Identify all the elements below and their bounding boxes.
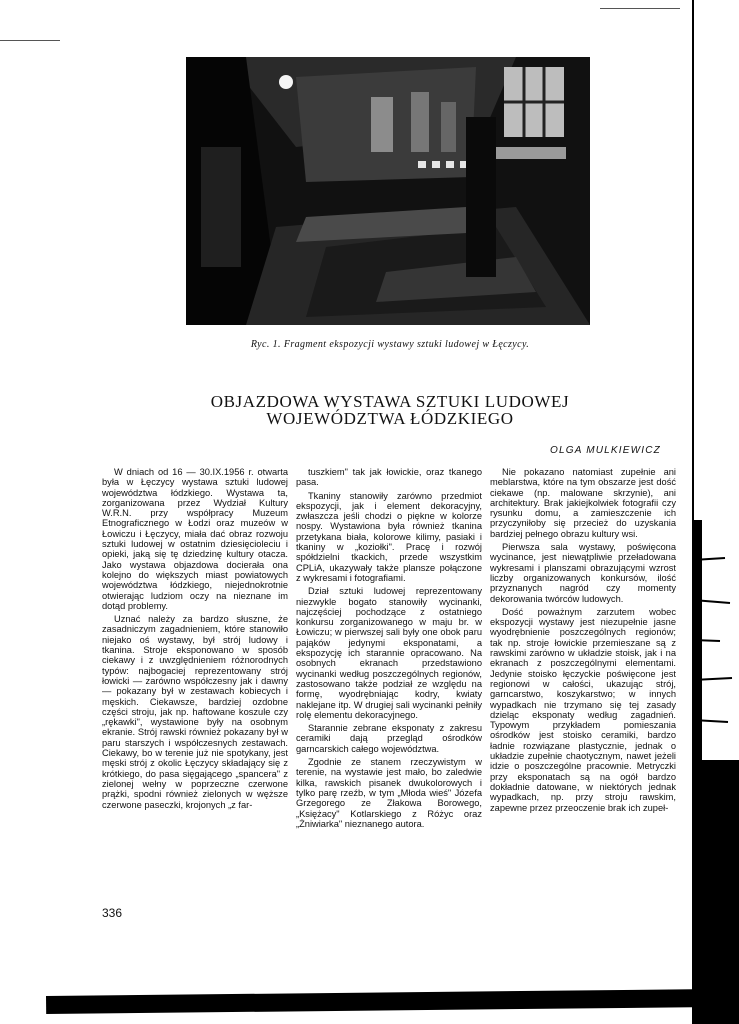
paragraph: Dział sztuki ludowej reprezentowany niezwykle bogato stanowiły wycinanki, najczęściej pochodzące z ostatniego konkursu zorganizowanego w maju br. w Łowiczu; w pierwszej sali były one obok paru pająków jedynymi eksponatami, a ekspozycję ich starannie opracowano. Na osobnych ekranach przedstawiono wycinanki według poszczególnych regionów, zastosowano także podział ze względu na formę, wyodrębniając kodry, kwiaty naklejane itp. W drugiej sali wycinanki pełniły rolę elementu dekoracyjnego. xyxy=(296,586,482,720)
exhibition-photo xyxy=(186,57,590,325)
scan-artifact-line xyxy=(600,8,680,9)
paragraph: Tkaniny stanowiły zarówno przedmiot ekspozycji, jak i element dekoracyjny, zwłaszcza jeśli chodzi o piękne w kolorze nospy. Wystawiona była również tkanina przetykana biała, kolorowe kilimy, pasiaki i tkaniny w „koziołki". Pracę i rozwój spółdzielni tkackich, przede wszystkim CPLiA, ukazywały także plansze połączone z wykresami i fotografiami. xyxy=(296,490,482,583)
scan-bottom-edge xyxy=(46,989,739,1014)
figure-caption: Ryc. 1. Fragment ekspozycji wystawy sztuki ludowej w Łęczycy. xyxy=(250,339,530,350)
paragraph: Pierwsza sala wystawy, poświęcona wycinance, jest niewątpliwie przeładowana wykresami i planszami obrazującymi wzrost liczby organizowanych konkursów, ilość przyznanych nagród czy momenty dekorowania twórców ludowych. xyxy=(490,542,676,604)
article-title-line-2: WOJEWÓDZTWA ŁÓDZKIEGO xyxy=(266,409,514,428)
text-column-3 xyxy=(490,467,676,813)
text-column-1 xyxy=(102,467,288,810)
paragraph: Uznać należy za bardzo słuszne, że zasadniczym zagadnieniem, które stanowiło niejako oś wystawy, był strój ludowy i tkanina. Stroje eksponowano w sposób ciekawy i z uwzględnieniem różnorodnych typów: najbogaciej reprezentowany strój łowicki — zarówno współczesny jak i dawny — pokazany był w zestawach kobiecych i męskich. Ciekawsze, bardziej ozdobne części stroju, jak np. haftowane koszule czy „rękawki", wystawione były na osobnym ekranie. Strój rawski również pokazany był w paru starszych i współczesnych zestawach. Ciekawy, bo w terenie już nie spotykany, jest męski strój z okolic Łęczycy składający się z krótkiego, do pasa sięgającego „spancera" z zielonej wełny w poprzeczne czerwone prążki, spodni również zielonych w węższe czerwone paseczki, krojonych „z far- xyxy=(102,614,288,810)
paragraph: Starannie zebrane eksponaty z zakresu ceramiki dają przegląd ośrodków garncarskich całego województwa. xyxy=(296,723,482,754)
paragraph: Nie pokazano natomiast zupełnie ani meblarstwa, które na tym obszarze jest dość ciekawe (np. malowane skrzynie), ani architektury. Brak jakiejkolwiek fotografii czy rysunku domu, a zamieszczenie ich przyczyniłoby się przecież do uzyskania bardziej pełnego obrazu kultury wsi. xyxy=(490,467,676,539)
scan-artifact-line xyxy=(0,40,60,41)
paragraph: Zgodnie ze stanem rzeczywistym w terenie, na wystawie jest mało, bo zaledwie kilka, rawskich pisanek dwukolorowych i tylko parę rzeźb, w tym „Młoda wieś" Józefa Grzegorego ze Złakowa Borowego, „Księżacy" Kotlarskiego z Różyc oraz „Żniwiarka" nieznanego autora. xyxy=(296,757,482,829)
paragraph: tuszkiem" tak jak łowickie, oraz tkanego pasa. xyxy=(296,467,482,488)
page-binding-edge xyxy=(690,0,739,1024)
page-number: 336 xyxy=(102,906,123,920)
article-author: OLGA MULKIEWICZ xyxy=(550,445,661,456)
paragraph: W dniach od 16 — 30.IX.1956 r. otwarta była w Łęczycy wystawa sztuki ludowej województwa łódzkiego. Wystawa ta, zorganizowana przez Wydział Kultury W.R.N. przy współpracy Muzeum Etnograficznego w Łodzi oraz muzeów w Łowiczu i Łęczycy, miała dać obraz rozwoju sztuki ludowej w ostatnim dziesięcioleciu i opieki, jaką się tę dziedzinę kultury otacza. Jako wystawa objazdowa docierała ona kolejno do większych miast powiatowych województwa łódzkiego, niejednokrotnie otwierając ludziom oczy na nieznane im dotąd problemy. xyxy=(102,467,288,611)
text-column-2 xyxy=(296,467,482,829)
article-title-line-1: OBJAZDOWA WYSTAWA SZTUKI LUDOWEJ xyxy=(210,392,570,411)
article-title xyxy=(120,393,660,427)
exhibition-photo-drawing xyxy=(186,57,590,325)
paragraph: Dość poważnym zarzutem wobec ekspozycji wystawy jest niezupełnie jasne wyodrębnienie poszczególnych regionów; tak np. stroje łowickie przemieszane są z rawskimi zarówno w układzie stoisk, jak i na ekranach z poszczególnymi elementami. Jedynie stoisko łęczyckie poświęcone jest regionowi w całości, ukazując strój, garncarstwo, koszykarstwo; w innych wypadkach nie trzymano się tej zasady dzieląc eksponaty według zagadnień. Typowym przykładem pomieszania ośrodków jest stoisko ceramiki, bardzo ładnie rozwiązane plastycznie, jednak o układzie zupełnie chaotycznym, nawet jeżeli idzie o poszczególne pracownie. Metryczki przy eksponatach są na ogół bardzo dokładnie datowane, w niektórych jednak wypadkach, np. przy stroju rawskim, zapewne przez przeoczenie brak ich zupeł- xyxy=(490,606,676,813)
